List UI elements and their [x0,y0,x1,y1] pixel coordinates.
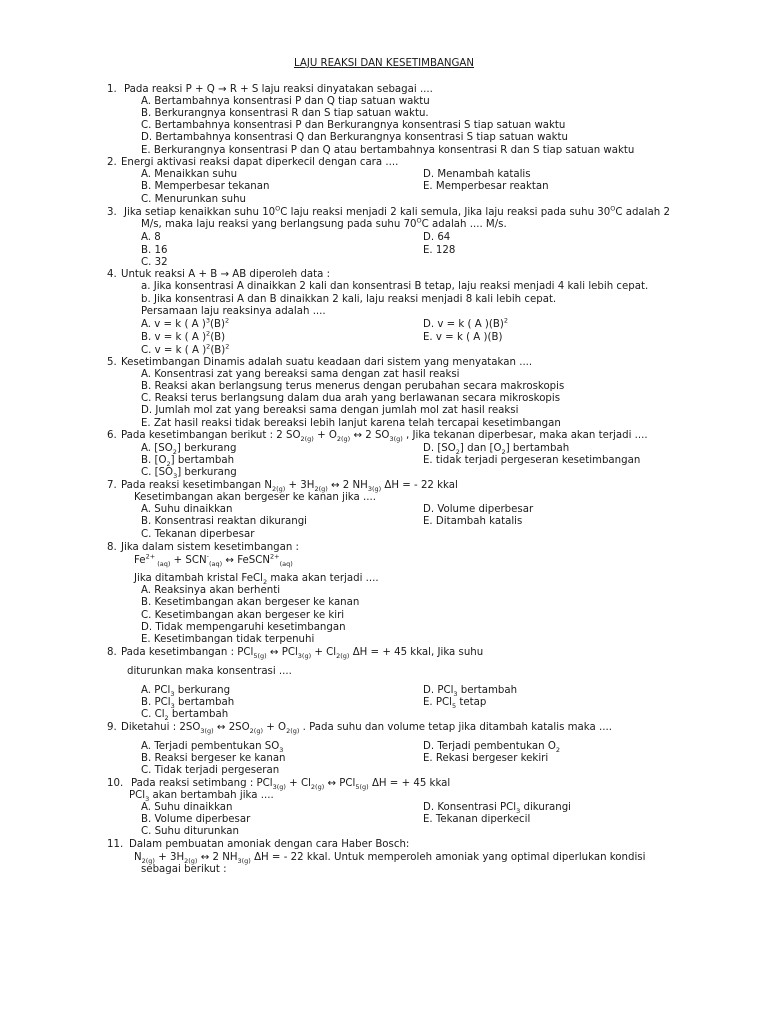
question-1-option-b: B. Berkurangnya konsentrasi R dan S tiap satuan waktu. [141,108,429,119]
question-3-option-c: C. 32 [141,257,168,268]
question-5-option-a: A. Konsentrasi zat yang bereaksi sama dengan zat hasil reaksi [141,369,460,380]
question-6-option-a: A. $[SO_2]$ berkurang [141,443,237,457]
question-5-option-d: D. Jumlah mol zat yang bereaksi sama dengan jumlah mol zat hasil reaksi [141,405,519,416]
question-8-option-b: B. Kesetimbangan akan bergeser ke kanan [141,597,360,608]
question-6-option-e: E. tidak terjadi pergeseran kesetimbangan [423,455,641,466]
question-8b-stem-2: diturunkan maka konsentrasi .... [127,666,292,677]
question-1-option-d: D. Bertambahnya konsentrasi Q dan Berkurangnya konsentrasi S tiap satuan waktu [141,132,568,143]
question-6-option-c: C. $[SO_3]$ berkurang [141,467,237,481]
question-3-option-d: D. 64 [423,232,451,243]
question-6-option-d: D. $[SO_2]$ dan $[O_2]$ bertambah [423,443,570,457]
question-2-option-e: E. Memperbesar reaktan [423,181,549,192]
question-10-stem-2: PCl$_3$ akan bertambah jika .... [129,790,274,804]
question-4-number: 4. [107,269,117,280]
question-2-option-b: B. Memperbesar tekanan [141,181,270,192]
question-10-option-c: C. Suhu diturunkan [141,826,239,837]
question-10-option-a: A. Suhu dinaikkan [141,802,233,813]
question-8b-number: 8. [107,647,117,658]
question-5-number: 5. [107,357,117,368]
question-1-option-a: A. Bertambahnya konsentrasi P dan Q tiap satuan waktu [141,96,430,107]
question-6-stem: Pada kesetimbangan berikut : 2 $SO_{2(g)} + O_{2(g)}$ ↔ 2 $SO_{3(g)}$ , Jika tekanan diperbesar, maka akan terjadi .... [121,430,648,444]
question-2-stem: Energi aktivasi reaksi dapat diperkecil dengan cara .... [121,157,399,168]
question-7-number: 7. [107,480,117,491]
question-4-option-a: A. v = k ( A )$^3(B)^2$ [141,316,230,330]
question-9-option-d: D. Terjadi pembentukan $O_2$ [423,741,560,755]
question-8-equation: $Fe^{2+}$ $_{(aq)} + SCN^-_{(aq)}$ ↔ FeSCN$^{2+}_{(aq)}$ [134,552,293,569]
question-8b-option-c: C. $Cl_2$ bertambah [141,709,229,723]
question-8b-option-b: B. PCl$_3$ bertambah [141,697,235,711]
question-6-option-b: B. $[O_2]$ bertambah [141,455,235,469]
question-7-option-b: B. Konsentrasi reaktan dikurangi [141,516,307,527]
question-1-stem: Pada reaksi P + Q → R + S laju reaksi dinyatakan sebagai .... [124,84,433,95]
question-9-option-b: B. Reaksi bergeser ke kanan [141,753,286,764]
question-10-option-b: B. Volume diperbesar [141,814,251,825]
question-10-option-d: D. Konsentrasi PCl$_3$ dikurangi [423,802,572,816]
question-8-stem: Jika dalam sistem kesetimbangan : [121,542,299,553]
question-2-option-a: A. Menaikkan suhu [141,169,238,180]
question-7-option-a: A. Suhu dinaikkan [141,504,233,515]
question-7-option-e: E. Ditambah katalis [423,516,523,527]
question-5-option-b: B. Reaksi akan berlangsung terus menerus dengan perubahan secara makroskopis [141,381,565,392]
question-2-option-c: C. Menurunkan suhu [141,194,246,205]
question-3-option-a: A. 8 [141,232,161,243]
question-4-option-c: C. v = k ( A )$^2(B)^2$ [141,342,230,356]
question-4-option-e: E. v = k ( A )(B) [423,332,503,343]
question-4-data-b: b. Jika konsentrasi A dan B dinaikkan 2 kali, laju reaksi menjadi 8 kali lebih cepat. [141,294,557,305]
question-7-option-c: C. Tekanan diperbesar [141,529,255,540]
question-6-number: 6. [107,430,117,441]
question-5-option-e: E. Zat hasil reaksi tidak bereaksi lebih lanjut karena telah tercapai kesetimbangan [141,418,561,429]
question-2-number: 2. [107,157,117,168]
question-1-number: 1. [107,84,117,95]
question-4-option-b: B. v = k ( A )$^2$(B) [141,329,226,343]
question-4-stem: Untuk reaksi A + B → AB diperoleh data : [121,269,331,280]
question-3-number: 3. [107,207,117,218]
question-9-option-c: C. Tidak terjadi pergeseran [141,765,280,776]
question-9-stem: Diketahui : $2SO_{3(g)}$ ↔ $2SO_{2(g)} + O_{2(g)}$ . Pada suhu dan volume tetap jika ditambah katalis maka .... [121,722,612,736]
question-11-equation: $N_{2(g)} + 3H_{2(g)}$ ↔ 2 $NH_{3(g)}$ ΔH = - 22 kkal. Untuk memperoleh amoniak yang optimal diperlukan kondisi [134,852,646,866]
question-3-stem-line-1: Jika setiap kenaikkan suhu $10^OC$ laju reaksi menjadi 2 kali semula, Jika laju reaksi pada suhu $30^OC$ adalah 2 [124,204,670,218]
question-8-option-d: D. Tidak mempengaruhi kesetimbangan [141,622,346,633]
question-11-stem-3: sebagai berikut : [141,864,227,875]
question-3-option-b: B. 16 [141,245,168,256]
question-8-option-c: C. Kesetimbangan akan bergeser ke kiri [141,610,345,621]
question-7-stem-2: Kesetimbangan akan bergeser ke kanan jika .... [134,492,376,503]
question-11-stem: Dalam pembuatan amoniak dengan cara Haber Bosch: [129,839,410,850]
question-9-option-a: A. Terjadi pembentukan $SO_3$ [141,741,284,755]
question-10-stem: Pada reaksi setimbang : $PCl_{3(g)} + Cl_{2(g)}$ ↔ PCl$_{5(g)}$ ΔH = + 45 kkal [131,778,451,792]
question-8-option-a: A. Reaksinya akan berhenti [141,585,281,596]
question-8-number: 8. [107,542,117,553]
page-title: LAJU REAKSI DAN KESETIMBANGAN [293,58,475,69]
question-2-option-d: D. Menambah katalis [423,169,531,180]
question-8b-option-e: E. PCl$_5$ tetap [423,697,487,711]
question-4-option-d: D. v = k ( A )$(B)^2$ [423,316,508,330]
question-7-stem: Pada reaksi kesetimbangan $N_{2(g)} + 3H_{2(g)}$ ↔ 2 $NH_{3(g)}$ ΔH = - 22 kkal [121,480,458,494]
question-8b-option-a: A. PCl$_3$ berkurang [141,685,231,699]
question-8-option-e: E. Kesetimbangan tidak terpenuhi [141,634,315,645]
question-8b-option-d: D. PCl$_3$ bertambah [423,685,518,699]
question-9-number: 9. [107,722,117,733]
question-10-number: 10. [107,778,124,789]
question-1-option-e: E. Berkurangnya konsentrasi P dan Q atau bertambahnya konsentrasi R dan S tiap satuan waktu [141,145,635,156]
question-5-stem: Kesetimbangan Dinamis adalah suatu keadaan dari sistem yang menyatakan .... [121,357,533,368]
question-8-question: Jika ditambah kristal FeCl$_2$ maka akan terjadi .... [134,573,379,587]
question-3-option-e: E. 128 [423,245,456,256]
question-3-stem-line-2: M/s, maka laju reaksi yang berlangsung pada suhu $70^OC$ adalah .... M/s. [141,216,507,230]
question-10-option-e: E. Tekanan diperkecil [423,814,531,825]
question-5-option-c: C. Reaksi terus berlangsung dalam dua arah yang berlawanan secara mikroskopis [141,393,561,404]
question-4-prompt: Persamaan laju reaksinya adalah .... [141,306,326,317]
question-9-option-e: E. Rekasi bergeser kekiri [423,753,549,764]
question-4-data-a: a. Jika konsentrasi A dinaikkan 2 kali dan konsentrasi B tetap, laju reaksi menjadi 4 kali lebih cepat. [141,281,649,292]
question-1-option-c: C. Bertambahnya konsentrasi P dan Berkurangnya konsentrasi S tiap satuan waktu [141,120,566,131]
question-11-number: 11. [107,839,124,850]
question-8b-stem: Pada kesetimbangan : PCl$_{5(g)}$ ↔ $PCl_{3(g)} + Cl_{2(g)}$ ΔH = + 45 kkal, Jika suhu [121,647,484,661]
question-7-option-d: D. Volume diperbesar [423,504,534,515]
